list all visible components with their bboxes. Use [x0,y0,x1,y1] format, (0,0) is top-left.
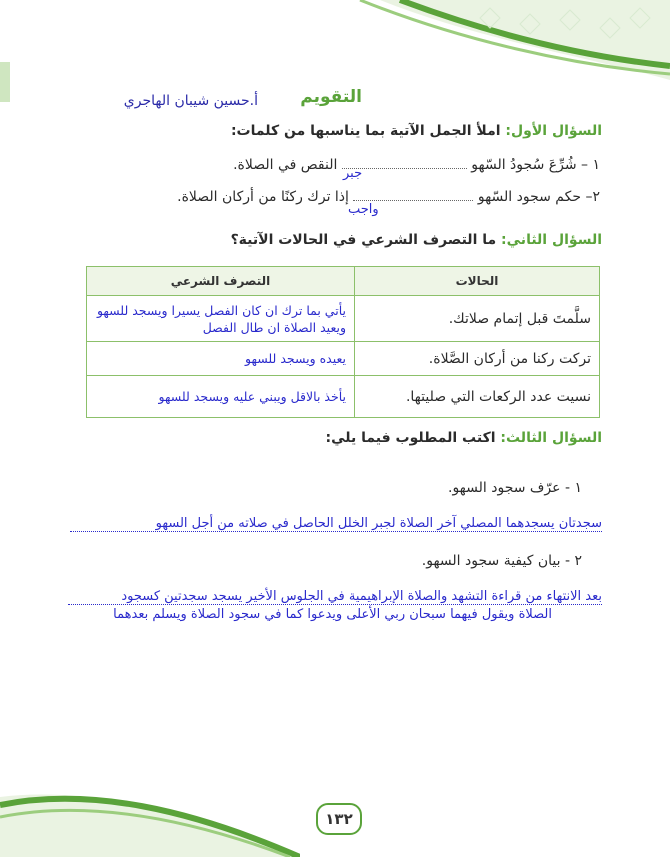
question-1-label: السؤال الأول: [505,123,602,139]
question-3-label: السؤال الثالث: [500,430,602,446]
case-cell: سلَّمتَ قبل إتمام صلاتك. [355,296,600,342]
top-corner-decoration [340,0,670,80]
header-action: التصرف الشرعي [87,267,355,296]
case-cell: تركت ركنا من أركان الصَّلاة. [355,342,600,376]
author-name: أ.حسين شيبان الهاجري [123,93,258,109]
q3-item-2-answer-line-2[interactable]: الصلاة ويقول فيهما سبحان ربي الأعلى ويدعوا كما في سجود الصلاة ويسلم بعدهما [113,607,552,622]
question-2-label: السؤال الثاني: [501,232,602,248]
q1-item-2-lead: ٢– حكم سجود السّهو [477,189,600,205]
q3-item-1-prompt: ١ - عرّف سجود السهو. [448,480,582,496]
question-2-heading [231,232,602,248]
question-3-text: اكتب المطلوب فيما يلي: [325,430,496,446]
page-title: التقويم [300,87,362,107]
q1-item-1-lead: ١ – شُرِّعَ سُجودُ السّهو [471,157,600,173]
cases-table [86,266,600,418]
bottom-corner-decoration [0,757,300,857]
q3-item-2-prompt: ٢ - بيان كيفية سجود السهو. [421,553,582,569]
action-cell[interactable]: يأخذ بالاقل ويبني عليه ويسجد للسهو [87,376,355,418]
question-1-text: املأ الجمل الآتية بما يناسبها من كلمات: [230,123,501,139]
q1-item-2-tail: إذا ترك ركنًا من أركان الصلاة. [177,189,349,205]
table-header-row [87,267,600,296]
question-2-text: ما التصرف الشرعي في الحالات الآتية؟ [230,232,497,248]
q1-item-1-answer[interactable]: جبر [343,166,363,181]
q3-item-1-answer[interactable]: سجدتان يسجدهما المصلي آخر الصلاة لجبر الخلل الحاصل في صلاته من أجل السهو [70,516,602,532]
q1-item-1-tail: النقص في الصلاة. [233,157,338,173]
table-row [87,376,600,418]
left-edge-decoration [0,62,16,102]
table-row [87,342,600,376]
q3-item-2-answer-line-1[interactable]: بعد الانتهاء من قراءة التشهد والصلاة الإبراهيمية في الجلوس الأخير يسجد سجدتين كسجود [68,589,602,605]
q1-item-2 [177,189,600,205]
case-cell: نسيت عدد الركعات التي صليتها. [355,376,600,418]
question-1-heading [231,123,602,139]
action-cell[interactable]: يعيده ويسجد للسهو [87,342,355,376]
action-cell[interactable]: يأتي بما ترك ان كان الفصل يسيرا ويسجد للسهو ويعيد الصلاة ان طال الفصل [87,296,355,342]
table-row [87,296,600,342]
q1-item-2-answer[interactable]: واجب [348,202,379,217]
header-cases: الحالات [355,267,600,296]
q1-item-1 [233,157,600,173]
page-number: ١٣٢ [316,803,362,835]
question-3-heading [326,430,602,446]
